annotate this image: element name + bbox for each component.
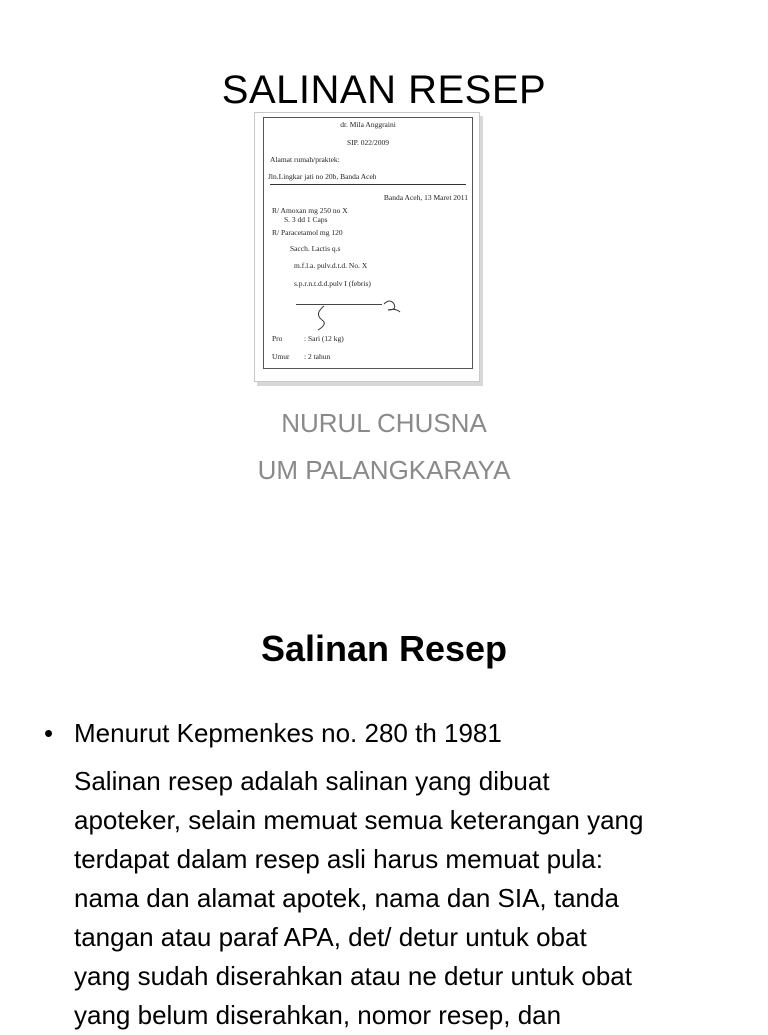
sip-number: SIP. 022/2009 <box>346 138 390 147</box>
age-value: : 2 tahun <box>304 352 331 361</box>
recipe-2: R/ Paracetamol mg 120 <box>272 228 343 237</box>
paragraph-line: nama dan alamat apotek, nama dan SIA, tanda <box>74 883 619 913</box>
header-divider <box>270 184 466 185</box>
patient-value: : Sari (12 kg) <box>304 334 344 343</box>
paragraph-line: tangan atau paraf APA, det/ detur untuk obat <box>74 922 587 952</box>
paragraph-line: Salinan resep adalah salinan yang dibuat <box>74 766 550 796</box>
paragraph-line: apoteker, selain memuat semua keterangan yang <box>74 805 644 835</box>
prescription-date: Banda Aceh, 13 Maret 2011 <box>383 193 468 202</box>
address-text: Jln.Lingkar jati no 20b, Banda Aceh <box>268 172 377 181</box>
paragraph-line: yang belum diserahkan, nomor resep, dan <box>74 1000 562 1030</box>
paragraph-line: yang sudah diserahkan atau ne detur untuk obat <box>74 961 632 991</box>
bullet-text: Menurut Kepmenkes no. 280 th 1981 <box>74 718 502 748</box>
slide-heading: Salinan Resep <box>260 628 508 669</box>
signature-mark <box>284 294 414 334</box>
institution-name: UM PALANGKARAYA <box>257 455 511 485</box>
recipe-1: R/ Amoxan mg 250 no X <box>272 206 348 215</box>
prescription-frame <box>263 117 473 369</box>
prescription-image <box>254 112 480 382</box>
recipe-1-signa: S. 3 dd 1 Caps <box>284 215 328 224</box>
recipe-2-signa: s.p.r.n.t.d.d.pulv I (febris) <box>294 279 371 288</box>
recipe-2-ingredient: Sacch. Lactis q.s <box>290 244 341 253</box>
paragraph-line: terdapat dalam resep asli harus memuat pula: <box>74 844 603 874</box>
patient-label: Pro <box>272 334 283 343</box>
doctor-name: dr. Mila Anggraini <box>340 120 396 129</box>
content-slide <box>0 600 768 1030</box>
address-label: Alamat rumah/praktek: <box>270 155 340 164</box>
author-name: NURUL CHUSNA <box>281 408 487 438</box>
slide-title: SALINAN RESEP <box>221 68 547 112</box>
definition-paragraph <box>74 762 734 1035</box>
age-label: Umur <box>272 352 290 361</box>
recipe-2-instruction: m.f.l.a. pulv.d.t.d. No. X <box>294 261 368 270</box>
bullet-marker: • <box>44 718 54 748</box>
